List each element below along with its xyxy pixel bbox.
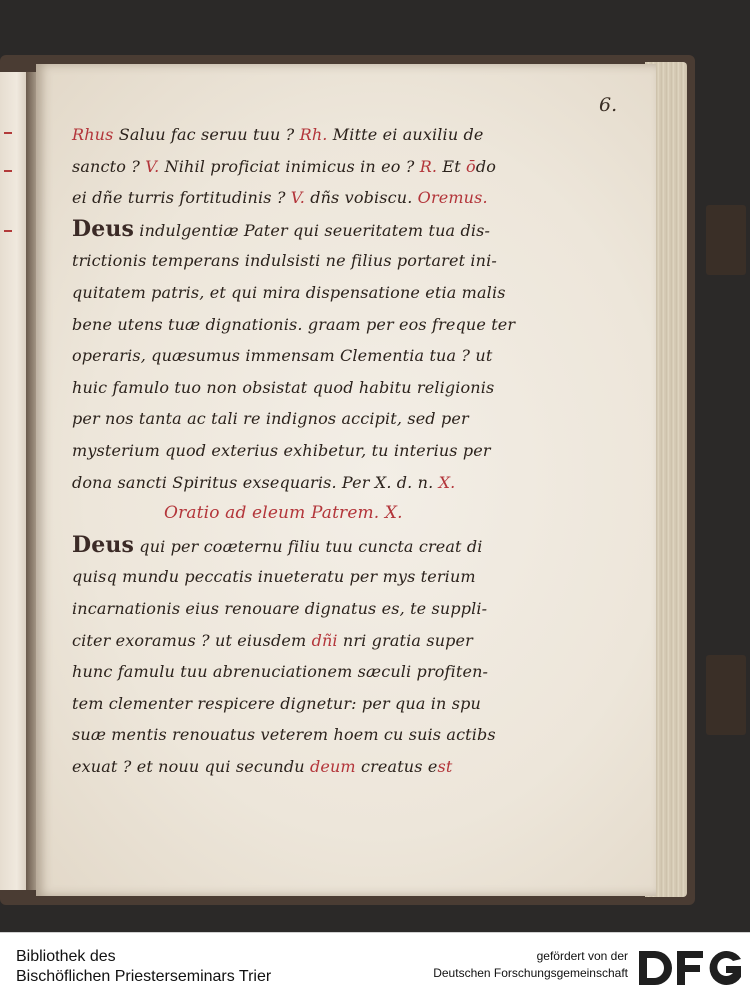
left-page-edge	[0, 72, 28, 890]
line-text: quisq mundu peccatis inueteratu per mys terium	[72, 567, 476, 587]
line-text: ei dñe turris fortitudinis ?	[72, 188, 291, 208]
funder-line1: gefördert von der	[536, 949, 628, 963]
line-text: Mitte ei auxiliu de	[332, 125, 484, 144]
line-text: huic famulo tuo non obsistat quod habitu religionis	[72, 377, 495, 397]
folio-number: 6.	[599, 94, 618, 116]
manuscript-line	[72, 245, 592, 277]
manuscript-line	[72, 656, 592, 688]
line-text: exuat ? et nouu qui secundu	[72, 756, 310, 776]
manuscript-line	[72, 309, 592, 341]
manuscript-line	[72, 688, 592, 720]
line-text: citer exoramus ? ut eiusdem	[72, 630, 312, 650]
manuscript-line	[72, 435, 592, 467]
manuscript-line	[72, 625, 592, 657]
line-text: suæ mentis renouatus veterem hoem cu suis actibs	[72, 725, 496, 745]
clasp-strap-lower	[706, 655, 746, 735]
line-text: do	[475, 156, 497, 176]
footer-bar	[0, 932, 750, 1001]
initial-capital: Deus	[72, 215, 135, 242]
manuscript-line	[72, 719, 592, 751]
library-name	[16, 947, 271, 987]
manuscript-line	[72, 498, 592, 530]
manuscript-line	[72, 403, 592, 435]
funder-credit	[433, 948, 628, 982]
manuscript-line	[72, 561, 592, 593]
line-text: Oratio ad eleum Patrem. X.	[164, 503, 403, 524]
line-text: creatus e	[355, 756, 438, 776]
line-text: sancto ?	[72, 156, 146, 176]
line-text: indulgentiæ Pater qui seueritatem tua dis-	[134, 220, 491, 240]
line-text: per nos tanta ac tali re indignos accipit, sed per	[72, 409, 469, 429]
rubric-text: st	[437, 756, 453, 776]
dfg-logo	[637, 949, 743, 987]
initial-capital: Deus	[72, 531, 135, 558]
line-text: tem clementer respicere dignetur: per qua in spu	[72, 693, 481, 713]
rubric-text: deum	[309, 756, 356, 776]
rubric-text: R.	[419, 156, 443, 176]
line-text: mysterium quod exterius exhibetur, tu interius per	[72, 440, 491, 460]
manuscript-line	[72, 467, 592, 499]
funder-line2: Deutschen Forschungsgemeinschaft	[433, 966, 628, 980]
clasp-strap-upper	[706, 205, 746, 275]
line-text: bene utens tuæ dignationis. graam per eos freque ter	[72, 314, 516, 334]
rubric-text: Rh.	[299, 125, 333, 144]
manuscript-line	[72, 151, 592, 183]
line-text: trictionis temperans indulsisti ne filius portaret ini-	[72, 251, 497, 271]
rubric-text: Oremus.	[417, 188, 488, 208]
line-text: incarnationis eius renouare dignatus es, te suppli-	[72, 598, 488, 618]
manuscript-line	[72, 214, 592, 246]
line-text: hunc famulu tuu abrenuciationem sæculi profiten-	[72, 662, 489, 682]
manuscript-line	[72, 182, 592, 214]
rubric-text: V.	[145, 156, 165, 176]
manuscript-line	[72, 751, 592, 783]
manuscript-line	[72, 119, 592, 151]
line-text: Saluu fac seruu tuu ?	[118, 125, 300, 144]
line-text: qui per coæternu filiu tuu cuncta creat di	[134, 536, 483, 556]
rubric-text: ō	[466, 156, 476, 176]
rubric-text: Rhus	[72, 125, 119, 144]
line-text: Nihil proficiat inimicus in eo ?	[164, 156, 420, 176]
rubric-text: X.	[438, 472, 456, 492]
rubric-text: dñi	[311, 630, 338, 650]
manuscript-page	[36, 64, 656, 896]
library-name-line1: Bibliothek des	[16, 948, 116, 965]
manuscript-line	[72, 340, 592, 372]
line-text: nri gratia super	[337, 630, 473, 650]
rubric-text: V.	[290, 188, 311, 208]
line-text: Et	[442, 156, 467, 176]
manuscript-line	[72, 372, 592, 404]
line-text: dona sancti Spiritus exsequaris. Per X. d. n.	[72, 472, 439, 492]
manuscript-line	[72, 277, 592, 309]
manuscript-text	[72, 119, 592, 782]
manuscript-line	[72, 593, 592, 625]
line-text: operaris, quæsumus immensam Clementia tua ? ut	[72, 346, 493, 366]
library-name-line2: Bischöflichen Priesterseminars Trier	[16, 968, 272, 985]
manuscript-line	[72, 530, 592, 562]
line-text: dñs vobiscu.	[310, 188, 418, 208]
line-text: quitatem patris, et qui mira dispensatione etia malis	[72, 282, 506, 302]
